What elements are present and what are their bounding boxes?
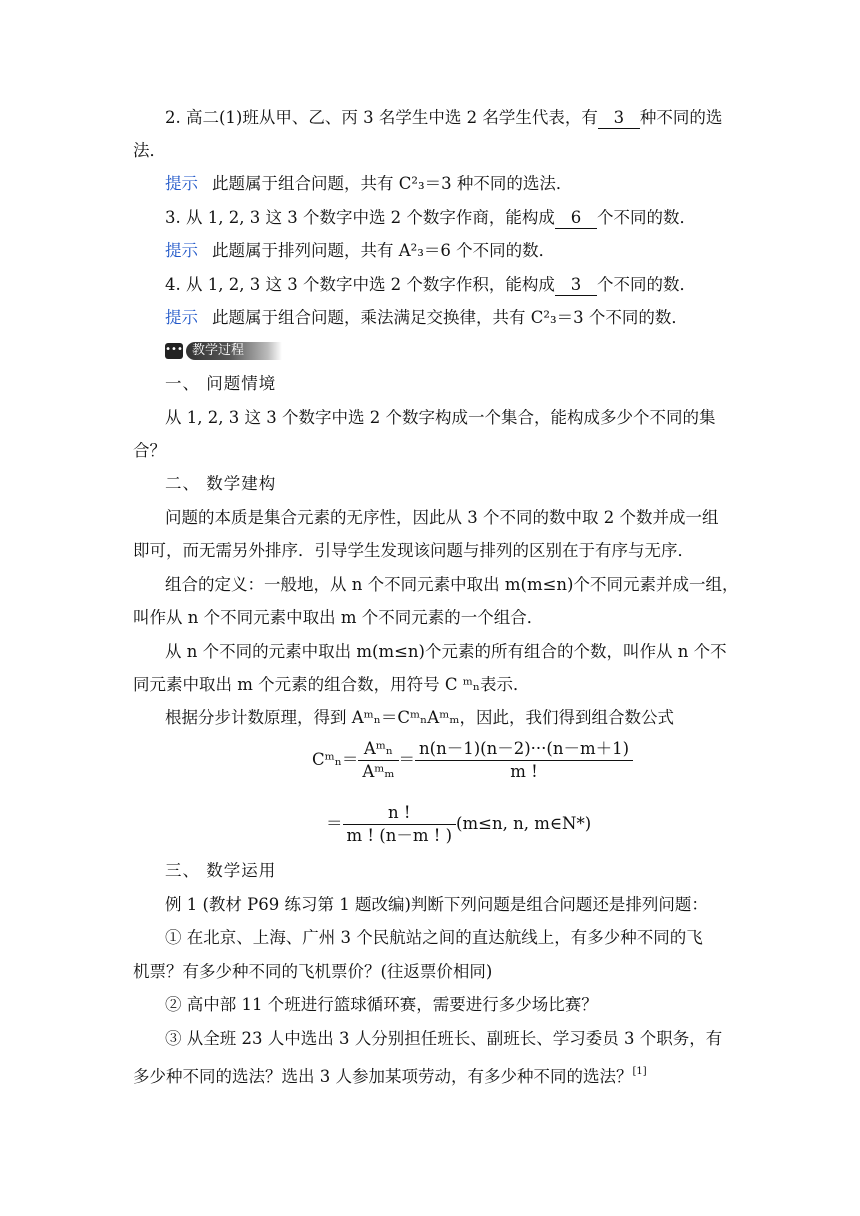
paragraph-2-line-2: 即可，而无需另外排序．引导学生发现该问题与排列的区别在于有序与无序． [133,541,694,560]
hint-4: 提示 此题属于组合问题，乘法满足交换律，共有 C²₃＝3 个不同的数． [165,308,688,327]
hint-label: 提示 [165,241,198,260]
badge-label: 教学过程 [186,342,282,360]
fraction: $\frac{n !}{m ! (n-m ! )}$ [343,802,457,847]
chat-bubble-icon: ••• [165,343,183,359]
paragraph-3-line-2: 叫作从 n 个不同元素中取出 m 个不同元素的一个组合． [133,608,544,627]
question-4: 4. 从 1, 2, 3 这 3 个数字中选 2 个数字作积，能构成 3 个不同的数． [165,275,696,294]
paragraph-4-line-2: 同元素中取出 m 个元素的组合数，用符号 C ᵐₙ表示． [133,675,530,694]
section-1-heading: 一、 问题情境 [165,374,277,393]
answer-blank: 6 [555,208,597,229]
example-item-3-line-1: ③ 从全班 23 人中选出 3 人分别担任班长、副班长、学习委员 3 个职务，有 [165,1029,723,1048]
paragraph-5: 根据分步计数原理，得到 Aᵐₙ＝CᵐₙAᵐₘ，因此，我们得到组合数公式 [165,708,674,727]
question-3: 3. 从 1, 2, 3 这 3 个数字中选 2 个数字作商，能构成 6 个不同的数． [165,208,696,227]
paragraph-3-line-1: 组合的定义：一般地，从 n 个不同元素中取出 m(m≤n)个不同元素并成一组， [165,575,739,594]
hint-3: 提示 此题属于排列问题，共有 A²₃＝6 个不同的数． [165,241,556,260]
example-item-3-line-2: 多少种不同的选法？选出 3 人参加某项劳动，有多少种不同的选法？[1] [133,1066,647,1086]
fraction: $\frac{n(n-1)(n-2)\cdot\cdot\cdot(n-m+1)}{m !}$ [415,738,633,783]
example-item-1-line-1: ① 在北京、上海、广州 3 个民航站之间的直达航线上，有多少种不同的飞 [165,928,703,947]
example-item-2: ② 高中部 11 个班进行篮球循环赛，需要进行多少场比赛？ [165,995,598,1014]
footnote-reference[interactable]: [1] [632,1066,647,1077]
hint-label: 提示 [165,174,198,193]
example-item-1-line-2: 机票？有多少种不同的飞机票价？(往返票价相同) [133,962,493,981]
section-2-heading: 二、 数学建构 [165,474,277,493]
paragraph-1-line-1: 从 1, 2, 3 这 3 个数字中选 2 个数字构成一个集合，能构成多少个不同的集 [165,408,716,427]
section-3-heading: 三、 数学运用 [165,861,277,880]
paragraph-4-line-1: 从 n 个不同的元素中取出 m(m≤n)个元素的所有组合的个数，叫作从 n 个不 [165,642,727,661]
question-2-line-1: 2. 高二(1)班从甲、乙、丙 3 名学生中选 2 名学生代表，有 3 种不同的选 [165,108,723,127]
paragraph-2-line-1: 问题的本质是集合元素的无序性，因此从 3 个不同的数中取 2 个数并成一组 [165,508,719,527]
formula-1: Cᵐₙ＝ $\frac{\text{Aᵐₙ}}{\text{Aᵐₘ}}$ ＝ $\frac{n(n-1)(n-2)\cdot\cdot\cdot(n-m+1)}{m !}$ [312,738,633,783]
section-badge [165,342,282,360]
question-2-line-2: 法． [133,141,166,160]
hint-2: 提示 此题属于组合问题，共有 C²₃＝3 种不同的选法． [165,174,573,193]
fraction: $\frac{\text{Aᵐₙ}}{\text{Aᵐₘ}}$ [358,738,398,783]
formula-2: ＝ $\frac{n !}{m ! (n-m ! )}$ (m≤n, n, m∈N*) [326,803,592,845]
example-1-heading: 例 1 (教材 P69 练习第 1 题改编)判断下列问题是组合问题还是排列问题： [165,895,708,914]
answer-blank: 3 [555,275,597,296]
paragraph-1-line-2: 合？ [133,441,166,460]
answer-blank: 3 [598,108,640,129]
hint-label: 提示 [165,308,198,327]
